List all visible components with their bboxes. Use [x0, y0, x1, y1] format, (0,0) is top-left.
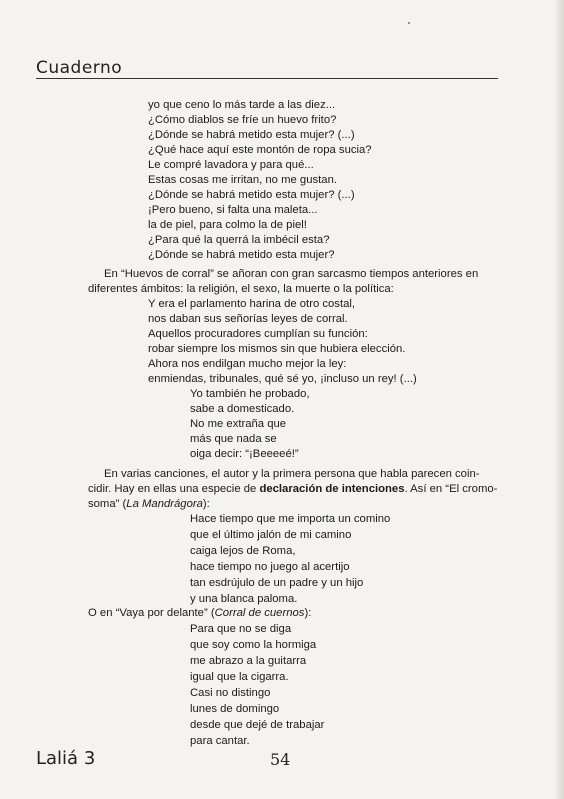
verse-line: ¿Cómo diablos se fríe un huevo frito?: [148, 114, 337, 126]
verse-line: ¡Pero bueno, si falta una maleta...: [148, 204, 318, 216]
prose-line: En varias canciones, el autor y la primera persona que habla parecen coin-: [104, 468, 480, 480]
prose-text: cidir. Hay en ellas una especie de: [88, 483, 260, 495]
verse-line: nos daban sus señorías leyes de corral.: [148, 313, 348, 325]
verse-line: Y era el parlamento harina de otro costal,: [148, 298, 356, 310]
verse-line: hace tiempo no juego al acertijo: [190, 561, 350, 573]
header-rule: [36, 78, 498, 79]
verse-line: ¿Dónde se habrá metido esta mujer? (...): [148, 189, 355, 201]
prose-line: [88, 605, 311, 621]
verse-line: y una blanca paloma.: [190, 593, 298, 605]
verse-line: enmiendas, tribunales, qué sé yo, ¡incluso un rey! (...): [148, 373, 417, 385]
verse-line: ¿Dónde se habrá metido esta mujer?: [148, 249, 335, 261]
verse-line: caiga lejos de Roma,: [190, 545, 296, 557]
verse-line: igual que la cigarra.: [190, 671, 289, 683]
verse-line: ¿Qué hace aquí este montón de ropa sucia?: [148, 144, 372, 156]
footer-publication-name: Laliá 3: [36, 748, 96, 769]
verse-line: Para que no se diga: [190, 623, 292, 635]
page-number: 54: [270, 750, 291, 769]
verse-line: tan esdrújulo de un padre y un hijo: [190, 577, 364, 589]
verse-line: sabe a domesticado.: [190, 403, 295, 415]
verse-line: Le compré lavadora y para qué...: [148, 159, 314, 171]
verse-line: Casi no distingo: [190, 687, 271, 699]
prose-text: ):: [202, 498, 210, 510]
album-title: La Mandrágora: [126, 498, 203, 510]
running-header-title: Cuaderno: [36, 58, 123, 78]
verse-line: No me extraña que: [190, 418, 287, 430]
verse-line: para cantar.: [190, 735, 250, 747]
bold-phrase: declaración de intenciones: [259, 483, 405, 495]
verse-line: Aquellos procuradores cumplían su función:: [148, 328, 368, 340]
verse-line: Yo también he probado,: [190, 388, 310, 400]
verse-line: la de piel, para colmo la de piel!: [148, 219, 307, 231]
prose-line: [88, 496, 210, 512]
verse-line: más que nada se: [190, 433, 277, 445]
verse-line: yo que ceno lo más tarde a las diez...: [148, 99, 336, 111]
page-edge-shadow: [554, 0, 564, 799]
prose-line: En “Huevos de corral” se añoran con gran sarcasmo tiempos anteriores en: [104, 268, 479, 280]
prose-line: diferentes ámbitos: la religión, el sexo, la muerte o la política:: [88, 283, 394, 295]
album-title: Corral de cuernos: [214, 607, 305, 619]
prose-line: [88, 481, 497, 497]
verse-line: lunes de domingo: [190, 703, 280, 715]
prose-text: soma” (: [88, 498, 127, 510]
scan-speck: [408, 22, 410, 24]
verse-line: me abrazo a la guitarra: [190, 655, 307, 667]
verse-line: que soy como la hormiga: [190, 639, 317, 651]
verse-line: Ahora nos endilgan mucho mejor la ley:: [148, 358, 347, 370]
verse-line: Estas cosas me irritan, no me gustan.: [148, 174, 337, 186]
prose-text: O en “Vaya por delante” (: [88, 607, 215, 619]
prose-text: ):: [304, 607, 312, 619]
verse-line: que el último jalón de mi camino: [190, 529, 352, 541]
prose-text: . Así en “El cromo-: [404, 483, 498, 495]
verse-line: ¿Dónde se habrá metido esta mujer? (...): [148, 129, 355, 141]
verse-line: oiga decir: “¡Beeeeé!”: [190, 448, 299, 460]
verse-line: Hace tiempo que me importa un comino: [190, 513, 391, 525]
verse-line: robar siempre los mismos sin que hubiera elección.: [148, 343, 406, 355]
verse-line: desde que dejé de trabajar: [190, 719, 325, 731]
verse-line: ¿Para qué la querrá la imbécil esta?: [148, 234, 330, 246]
